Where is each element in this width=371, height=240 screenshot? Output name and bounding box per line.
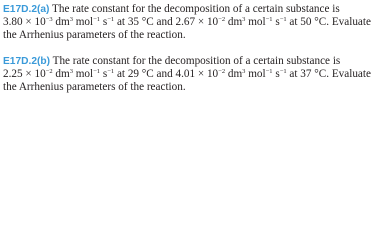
rate-constant-2: $4.01 \times 10^{-2}$ $dm^3$ mol$^{-1}$ $s^{-1}$ [175,68,287,80]
rate-constant-2: $2.67 \times 10^{-2}$ $dm^3$ mol$^{-1}$ $s^{-1}$ [175,16,287,28]
rate-constant-1: $2.25 \times 10^{-2}$ $dm^3$ mol$^{-1}$ $s^{-1}$ [3,68,115,80]
temperature-1: 29 °C [127,68,154,80]
at-word: at [116,68,126,80]
problem-line-3 [3,29,347,42]
and-word: and [156,68,173,80]
problem-line-1 [3,3,347,16]
problem-outro: . Evaluate [326,16,371,28]
problem-line-1 [3,55,347,68]
problem-intro: The rate constant for the decomposition of a certain substance is [52,3,340,15]
problem-outro: . Evaluate [326,68,371,80]
problem-outro-2: the Arrhenius parameters of the reaction. [3,29,186,41]
problem-line-2 [3,68,371,81]
problem-id: E17D.2(b) [3,56,50,67]
problem-line-2 [3,16,371,29]
problem-outro-2: the Arrhenius parameters of the reaction. [3,81,186,93]
problem-id: E17D.2(a) [3,4,50,15]
temperature-2: 50 °C [300,16,327,28]
and-word: and [156,16,173,28]
at-word: at [289,16,298,28]
rate-constant-1: $3.80 \times 10^{-3}$ $dm^3$ mol$^{-1}$ $s^{-1}$ [3,16,115,28]
temperature-1: 35 °C [127,16,154,28]
at-word: at [289,68,298,80]
at-word: at [116,16,126,28]
problem-line-3 [3,81,347,94]
problem-e17d-2b [3,55,371,94]
problem-e17d-2a [3,3,371,42]
temperature-2: 37 °C [300,68,327,80]
problem-intro: The rate constant for the decomposition of a certain substance is [52,55,341,67]
